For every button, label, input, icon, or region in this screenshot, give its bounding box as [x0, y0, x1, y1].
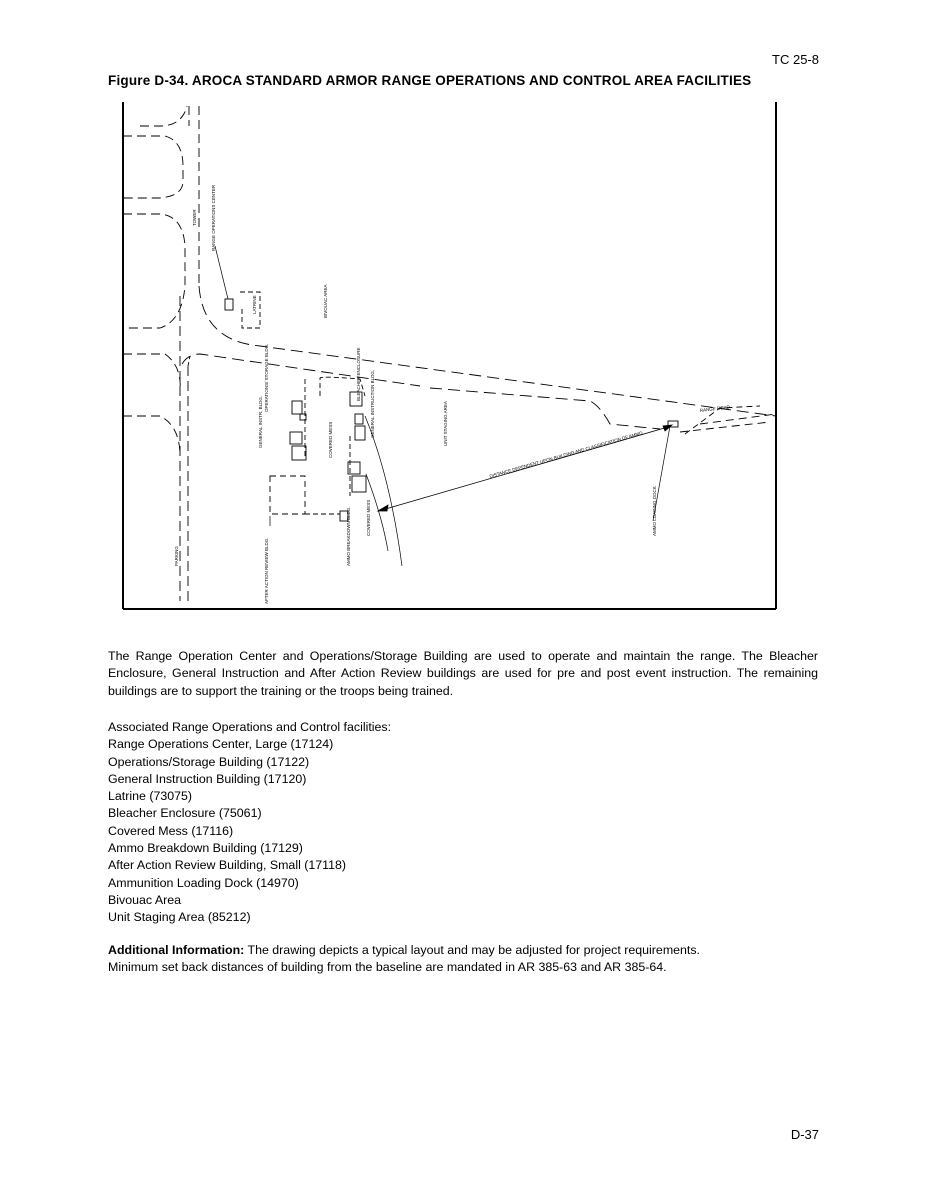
- figure-title: Figure D-34. AROCA STANDARD ARMOR RANGE OPERATIONS AND CONTROL AREA FACILITIES: [108, 73, 752, 88]
- site-plan-svg: [120, 96, 780, 610]
- covered-mess: [355, 414, 363, 424]
- drawing-frame: [123, 102, 776, 609]
- bleacher-label: BLEACHER ENCLOSURE: [356, 347, 361, 401]
- ops-storage-building: [292, 401, 302, 414]
- range-road-label: RANGE ROAD: [699, 404, 731, 413]
- setback-note-label: DISTANCE DEPENDENT UPON BUILDING AND CLASSIFICATION OF AMMO: [488, 430, 644, 479]
- drawing-labels: [174, 184, 731, 604]
- document-id: TC 25-8: [772, 52, 819, 67]
- description-paragraph: The Range Operation Center and Operations/Storage Building are used to operate and maintain the range. The Bleacher Enclosure, General Instruction and After Action Review buildings are used for pre and post event instruction. The remaining buildings are to support the training or the troops being trained.: [108, 649, 818, 698]
- bivouac-label: BIVOUAC AREA: [323, 284, 328, 318]
- list-item: After Action Review Building, Small (17118): [108, 858, 347, 873]
- covered-mess-label-2: COVERED MESS: [366, 499, 371, 536]
- list-item: Bivouac Area: [108, 892, 182, 907]
- facilities-heading: Associated Range Operations and Control facilities:: [108, 720, 392, 734]
- range-ops-center-label: RANGE OPERATIONS CENTER: [211, 184, 216, 251]
- page-number: D-37: [790, 1127, 819, 1142]
- ammo-loading-label: AMMO LOADING DOCK: [652, 486, 657, 536]
- additional-info-line2: Minimum set back distances of building from the baseline are mandated in AR 385-63 and AR 385-64.: [108, 960, 667, 975]
- buildings: [225, 292, 678, 521]
- list-item: Ammunition Loading Dock (14970): [108, 875, 299, 890]
- list-item: General Instruction Building (17120): [108, 771, 307, 786]
- after-action-review-building: [270, 476, 305, 514]
- list-item: Bleacher Enclosure (75061): [108, 806, 262, 821]
- covered-mess-label: COVERED MESS: [328, 421, 333, 458]
- tower-label: TOWER: [192, 209, 197, 226]
- site-layout-drawing: [120, 96, 780, 610]
- list-item: Latrine (73075): [108, 789, 193, 804]
- general-instruction-label: GENERAL INSTRUCTION BLDG.: [370, 369, 375, 438]
- list-item: Operations/Storage Building (17122): [108, 754, 310, 769]
- parking-label: PARKING: [174, 546, 179, 566]
- roads: [123, 106, 776, 601]
- list-item: Unit Staging Area (85212): [108, 910, 251, 925]
- additional-info-text: The drawing depicts a typical layout and may be adjusted for project requirements.: [244, 943, 701, 957]
- unit-staging-label: UNIT STAGING AREA: [443, 401, 448, 446]
- ammo-breakdown-label: AMMO BREAKDOWN BLDG.: [346, 506, 351, 566]
- latrine-label: LATRINE: [252, 295, 257, 314]
- latrine-area: [240, 292, 260, 328]
- additional-info-label: Additional Information:: [108, 943, 245, 957]
- facilities-list: [108, 719, 818, 927]
- list-item: Ammo Breakdown Building (17129): [108, 841, 303, 856]
- general-instr-building: [290, 432, 302, 444]
- ops-storage-label: OPERATIONS/ STORAGE BLDG.: [264, 343, 269, 412]
- list-item: Range Operations Center, Large (17124): [108, 737, 334, 752]
- after-action-label: AFTER ACTION REVIEW BLDG.: [264, 537, 269, 604]
- list-item: Covered Mess (17116): [108, 823, 234, 838]
- range-ops-center-building: [225, 299, 233, 310]
- additional-information: [108, 942, 818, 977]
- general-instr-label: GENERAL INSTR. BLDG.: [258, 395, 263, 448]
